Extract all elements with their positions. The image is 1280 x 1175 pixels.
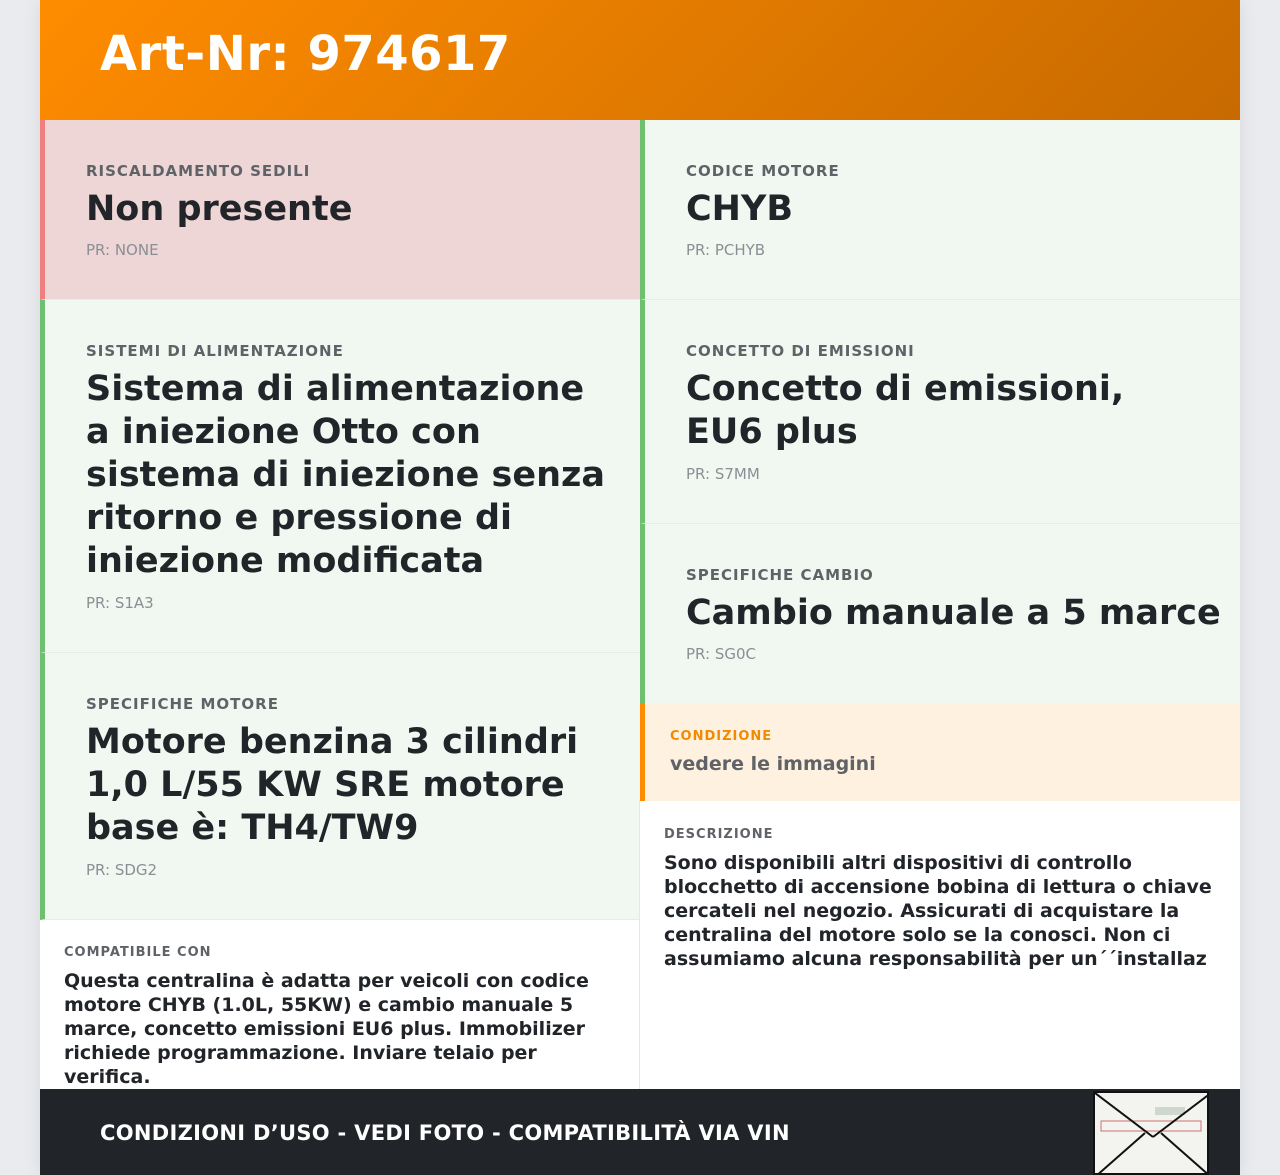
card-pr-code: PR: PCHYB (686, 241, 766, 259)
card-emissions (640, 300, 1240, 524)
card-fuel-system (40, 300, 640, 653)
card-label: SISTEMI DI ALIMENTAZIONE (86, 342, 344, 360)
card-value: Sistema di alimentazione a iniezione Otto con sistema di iniezione senza ritorno e pressione di iniezione modificata (86, 369, 606, 581)
card-pr-code: PR: NONE (86, 241, 159, 259)
card-pr-code: PR: S7MM (686, 465, 760, 483)
compatible-text: Questa centralina è adatta per veicoli con codice motore CHYB (1.0L, 55KW) e cambio manuale 5 marce, concetto emissioni EU6 plus. Immobilizer richiede programmazione. Inviare telaio per verifica. (64, 970, 589, 1088)
card-value: CHYB (686, 189, 793, 229)
card-pr-code: PR: SG0C (686, 645, 756, 663)
card-engine-specs (40, 653, 640, 920)
card-label: RISCALDAMENTO SEDILI (86, 162, 311, 180)
card-engine-code (640, 120, 1240, 300)
card-label: CODICE MOTORE (686, 162, 840, 180)
condition-box (640, 703, 1240, 801)
card-label: SPECIFICHE MOTORE (86, 695, 279, 713)
card-value: Concetto di emissioni, EU6 plus (686, 369, 1125, 452)
card-gearbox (640, 524, 1240, 704)
condition-text: vedere le immagini (670, 753, 876, 775)
card-value: Motore benzina 3 cilindri 1,0 L/55 KW SRE motore base è: TH4/TW9 (86, 722, 579, 848)
product-sheet (40, 0, 1240, 1175)
article-number: Art-Nr: 974617 (100, 26, 511, 82)
card-label: CONCETTO DI EMISSIONI (686, 342, 915, 360)
compatible-label: COMPATIBILE CON (64, 945, 212, 960)
card-value: Cambio manuale a 5 marce (686, 593, 1221, 633)
card-value: Non presente (86, 189, 353, 229)
envelope-icon (1095, 1093, 1209, 1175)
condition-label: CONDIZIONE (670, 729, 773, 744)
column-divider (639, 800, 640, 1090)
card-label: SPECIFICHE CAMBIO (686, 566, 874, 584)
footer-text: CONDIZIONI D’USO - VEDI FOTO - COMPATIBILITÀ VIA VIN (100, 1121, 790, 1145)
card-pr-code: PR: SDG2 (86, 861, 158, 879)
description-label: DESCRIZIONE (664, 827, 774, 842)
header-banner (40, 0, 1240, 120)
description-text: Sono disponibili altri dispositivi di controllo blocchetto di accensione bobina di lettura o chiave cercateli nel negozio. Assicurati di acquistare la centralina del motore solo se la conosci. Non ci assumiamo alcuna responsabilità per un´´installaz (664, 852, 1212, 970)
card-seat-heating (40, 120, 640, 300)
footer-bar (40, 1089, 1240, 1175)
card-pr-code: PR: S1A3 (86, 594, 154, 612)
envelope-photo-icon[interactable] (1093, 1091, 1209, 1175)
